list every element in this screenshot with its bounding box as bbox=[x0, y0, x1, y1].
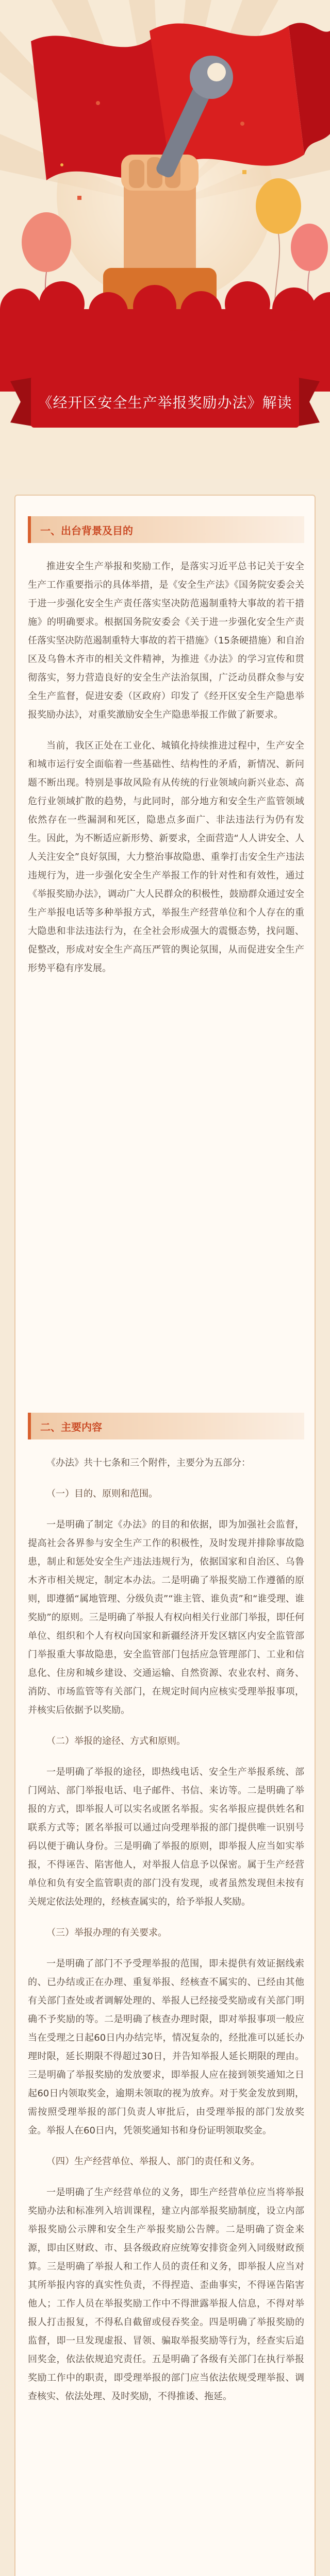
paragraph: 一是明确了部门不予受理举报的范围，即未提供有效证据线索的、已办结或正在办理、重复举报、经核查不属实的、已经由其他有关部门查处或者调解处理的、举报人已经接受奖励或有关部门明确不予奖励的等。二是明确了核查办理时限，即对举报事项一般应当在受理之日起60日内办结完毕，情况复杂的，经批准可以延长办理时限，延长期限不得超过30日，并告知举报人延长期限的理由。三是明确了举报奖励的发放要求，即举报人应在接到领奖通知之日起60日内领取奖金，逾期未领取的视为放弃。对于奖金发放到期，需按照受理举报的部门负责人审批后，由受理举报的部门发放奖金。举报人在60日内，凭领奖通知书和身份证明领取奖金。 bbox=[28, 1958, 304, 2136]
paragraph: 《办法》共十七条和三个附件，主要分为五部分： bbox=[46, 1458, 251, 1468]
paragraph: 推进安全生产举报和奖励工作，是落实习近平总书记关于安全生产工作重要指示的具体举措，是《安全生产法》《国务院安委会关于进一步强化安全生产责任落实坚决防范遏制重特大事故的若干措施》的明确要求。根据国务院安委会《关于进一步强化安全生产责任落实坚决防范遏制重特大事故的若干措施》（15条硬措施）和自治区及乌鲁木齐市的相关文件精神，为推进《办法》的学习宣传和贯彻落实，努力营造良好的安全生产法治氛围，广泛动员群众参与安全生产监督，促进安委（区政府）印发了《经开区安全生产隐患举报奖励办法》，对重奖激励安全生产隐患举报工作做了新要求。 bbox=[28, 561, 304, 720]
page-title: 《经开区安全生产举报奖励办法》解读 bbox=[38, 394, 292, 411]
section-heading-background: 一、出台背景及目的 bbox=[28, 516, 304, 543]
crowd-icon bbox=[0, 281, 330, 392]
article-card bbox=[14, 495, 316, 2576]
subheading: （三）举报办理的有关要求。 bbox=[46, 1927, 167, 1938]
paragraph: 当前，我区正处在工业化、城镇化持续推进过程中，生产安全和城市运行安全面临着一些基础性、结构性的矛盾，新情况、新问题不断出现。特别是事故风险有从传统的行业领域向新兴业态、高危行业领域扩散的趋势，与此同时，部分地方和安全生产监管领域依然存在一些漏洞和死区，隐患点多面广、非法违法行为仍有发生。因此，为不断适应新形势、新要求，全面营造“人人讲安全、人人关注安全”良好氛围，大力整治事故隐患、重拳打击安全生产违法违规行为，进一步强化安全生产举报工作的针对性和有效性，通过《举报奖励办法》，调动广大人民群众的积极性，鼓励群众通过安全生产举报电话等多种举报方式，举报生产经营单位和个人存在的重大隐患和非法违法行为，在全社会形成强大的震慑态势，找问题、促整改，形成对安全生产高压严管的舆论氛围，从而促进安全生产形势平稳有序发展。 bbox=[28, 740, 304, 974]
hero-banner bbox=[0, 0, 330, 479]
subheading: （二）举报的途径、方式和原则。 bbox=[46, 1736, 186, 1747]
paragraph: 一是明确了制定《办法》的目的和依据，即为加强社会监督，提高社会各界参与安全生产工作的积极性，及时发现并排除事故隐患，制止和惩处安全生产违法违规行为，依据国家和自治区、乌鲁木齐市相关规定，制定本办法。二是明确了举报奖励工作遵循的原则，即遵循“属地管理、分级负责”“谁主管、谁负责”和“谁受理、谁奖励”的原则。三是明确了举报人有权向相关行业部门举报，即任何单位、组织和个人有权向国家和新疆经济开发区辖区内安全监管部门举报重大事故隐患，安全监管部门包括应急管理部门、工业和信息化、住房和城乡建设、交通运输、自然资源、农业农村、商务、消防、市场监管等有关部门，在规定时间内应核实受理举报事项，并核实后依据予以奖励。 bbox=[28, 1519, 304, 1716]
section-body-content bbox=[28, 1454, 304, 2418]
subheading: （一）目的、原则和范围。 bbox=[46, 1488, 158, 1499]
paragraph: 一是明确了举报的途径，即热线电话、安全生产举报系统、部门网站、部门举报电话、电子邮件、书信、来访等。二是明确了举报的方式，即举报人可以实名或匿名举报。实名举报应提供姓名和联系方式等；匿名举报可以通过向受理举报的部门提供唯一识别号码以便于确认身份。三是明确了举报的原则，即举报人应当如实举报，不得诬告、陷害他人，对举报人信息予以保密。属于生产经营单位和负有安全监管职责的部门没有发现，或者虽然发现但未按有关规定依法处理的，经核查属实的，给予举报人奖励。 bbox=[28, 1767, 304, 1907]
section-heading-content: 二、主要内容 bbox=[28, 1413, 304, 1439]
subheading: （四）生产经营单位、举报人、部门的责任和义务。 bbox=[46, 2156, 260, 2167]
section-body-background bbox=[28, 557, 304, 990]
paragraph: 一是明确了生产经营单位的义务，即生产经营单位应当将举报奖励办法和标准列入培训课程，建立内部举报奖励制度，设立内部举报奖励公示牌和安全生产举报奖励公告牌。二是明确了资金来源，即由区财政、市、县各级政府应统筹安排资金列入同级财政预算。三是明确了举报人和工作人员的责任和义务，即举报人应当对其所举报内容的真实性负责，不得捏造、歪曲事实，不得诬告陷害他人；工作人员在举报奖励工作中不得泄露举报人信息，不得对举报人打击报复，不得私自截留或侵吞奖金。四是明确了举报奖励的监督，即一旦发现虚报、冒领、骗取举报奖励等行为，经查实后追回奖金，依法依规追究责任。五是明确了各级有关部门在执行举报奖励工作中的职责，即受理举报的部门应当依法依规受理举报、调查核实、依法处理、及时奖励，不得推诿、拖延。 bbox=[28, 2187, 304, 2402]
